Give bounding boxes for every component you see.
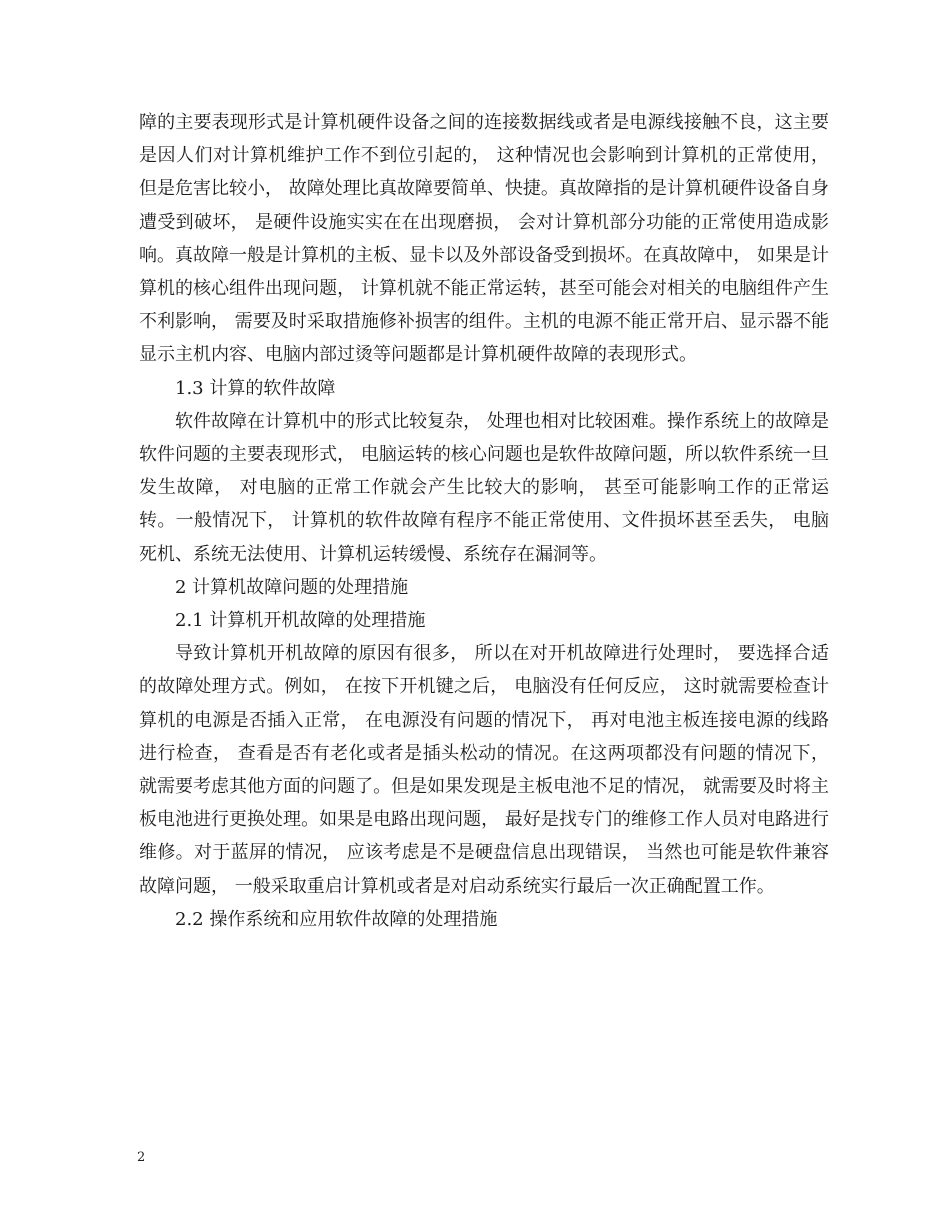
section-heading-2-1: 2.1 计算机开机故障的处理措施 [175,610,426,632]
paragraph-hardware-faults: 障的主要表现形式是计算机硬件设备之间的连接数据线或者是电源线接触不良，这主要是因人们对计算机维护工作不到位引起的， 这种情况也会影响到计算机的正常使用， 但是危害比较小， 故障处理比真故障要简单、快捷。真故障指的是计算机硬件设备自身遭受到破坏， 是硬件设施实实在在出现磨损， 会对计算机部分功能的正常使用造成影响。真故障一般是计算机的主板、显卡以及外部设备受到损坏。在真故障中， 如果是计算机的核心组件出现问题， 计算机就不能正常运转，甚至可能会对相关的电脑组件产生不利影响， 需要及时采取措施修补损害的组件。主机的电源不能正常开启、显示器不能显示主机内容、电脑内部过烫等问题都是计算机硬件故障的表现形式。 [139,112,829,366]
document-body [139,106,829,936]
paragraph-software-faults: 软件故障在计算机中的形式比较复杂， 处理也相对比较困难。操作系统上的故障是软件问题的主要表现形式， 电脑运转的核心问题也是软件故障问题，所以软件系统一旦发生故障， 对电脑的正常工作就会产生比较大的影响， 甚至可能影响工作的正常运转。一般情况下， 计算机的软件故障有程序不能正常使用、文件损坏甚至丢失， 电脑死机、系统无法使用、计算机运转缓慢、系统存在漏洞等。 [139,410,829,565]
paragraph-boot-faults: 导致计算机开机故障的原因有很多， 所以在对开机故障进行处理时， 要选择合适的故障处理方式。例如， 在按下开机键之后， 电脑没有任何反应， 这时就需要检查计算机的电源是否插入正常， 在电源没有问题的情况下， 再对电池主板连接电源的线路进行检查， 查看是否有老化或者是插头松动的情况。在这两项都没有问题的情况下， 就需要考虑其他方面的问题了。但是如果发现是主板电池不足的情况， 就需要及时将主板电池进行更换处理。如果是电路出现问题， 最好是找专门的维修工作人员对电路进行维修。对于蓝屏的情况， 应该考虑是不是硬盘信息出现错误， 当然也可能是软件兼容故障问题， 一般采取重启计算机或者是对启动系统实行最后一次正确配置工作。 [139,643,829,897]
section-heading-2: 2 计算机故障问题的处理措施 [175,576,409,598]
section-heading-2-2: 2.2 操作系统和应用软件故障的处理措施 [175,908,498,930]
page-number: 2 [137,1150,146,1165]
section-heading-1-3: 1.3 计算的软件故障 [175,377,336,399]
